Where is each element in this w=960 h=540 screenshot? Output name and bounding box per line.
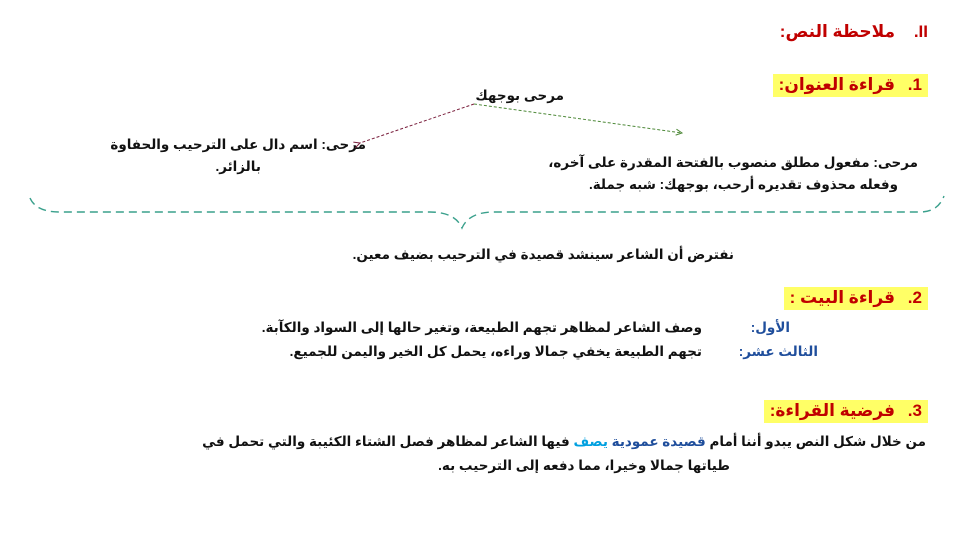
hypothesis-paragraph-line2: طياتها جمالا وخيرا، مما دفعه إلى الترحيب به. xyxy=(438,458,730,473)
right-note-line2: وفعله محذوف تقديره أرحب، بوجهك: شبه جملة. xyxy=(588,177,898,192)
heading-number: 1. xyxy=(907,75,922,94)
title-phrase: مرحى بوجهك xyxy=(475,88,564,103)
verse-row-text: تجهم الطبيعة يخفي جمالا وراءه، يحمل كل الخير واليمن للجميع. xyxy=(289,344,702,359)
curly-brace xyxy=(30,196,944,228)
hypothesis-verb: يصف xyxy=(573,434,612,449)
heading-verse-reading xyxy=(784,287,928,310)
left-note-line1: مرحى: اسم دال على الترحيب والحفاوة xyxy=(110,137,366,152)
hypothesis-paragraph-line1 xyxy=(202,434,926,450)
verse-row-label: الثالث عشر: xyxy=(738,344,818,359)
right-note-line1: مرحى: مفعول مطلق منصوب بالفتحة المقدرة على آخره، xyxy=(548,155,918,170)
arrow-to-right-note xyxy=(474,104,682,133)
verse-row-label: الأول: xyxy=(750,320,790,335)
verse-row-text: وصف الشاعر لمظاهر تجهم الطبيعة، وتغير حالها إلى السواد والكآبة. xyxy=(261,320,702,335)
heading-number: 2. xyxy=(907,288,922,307)
arrow-to-left-note xyxy=(360,104,474,143)
section-title: ملاحظة النص: xyxy=(779,22,896,41)
heading-number: 3. xyxy=(907,401,922,420)
heading-reading-hypothesis xyxy=(764,400,928,423)
heading-label: قراءة العنوان: xyxy=(778,75,896,94)
heading-label: فرضية القراءة: xyxy=(769,401,896,420)
left-note-line2: بالزائر. xyxy=(215,159,261,174)
hypothesis-text: من خلال شكل النص يبدو أننا أمام xyxy=(705,434,926,449)
heading-label: قراءة البيت : xyxy=(789,288,896,307)
section-numeral: II. xyxy=(913,22,928,41)
title-hypothesis: نفترض أن الشاعر سينشد قصيدة في الترحيب بضيف معين. xyxy=(352,247,734,262)
hypothesis-text: فيها الشاعر لمظاهر فصل الشتاء الكئيبة والتي تحمل في xyxy=(202,434,574,449)
hypothesis-term: قصيدة عمودية xyxy=(611,434,706,449)
